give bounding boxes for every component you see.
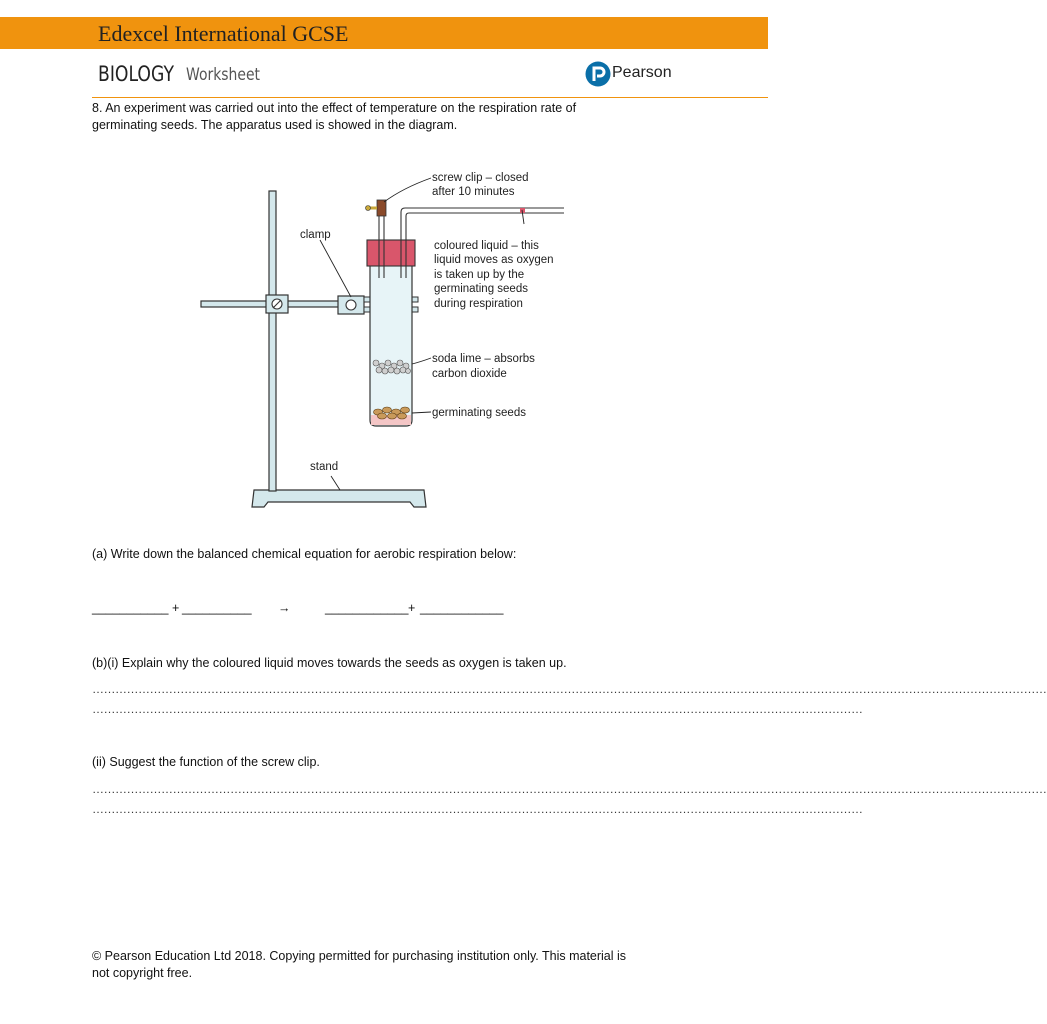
part-b-prompt: (b)(i) Explain why the coloured liquid moves towards the seeds as oxygen is taken up. <box>92 656 567 670</box>
question-intro-line-2: germinating seeds. The apparatus used is showed in the diagram. <box>92 118 458 132</box>
answer-line-b2[interactable]: ………………………………………………………………………………………………………………………………………………………………………………… <box>92 702 863 716</box>
label-liquid-4: germinating seeds <box>434 283 528 295</box>
equation-blank-3[interactable]: ____________ <box>325 601 409 615</box>
question-intro <box>92 100 732 134</box>
label-clamp: clamp <box>300 229 331 241</box>
header-divider <box>92 97 768 98</box>
answer-line-ii1[interactable]: …………………………………………………………………………………………………………………………………………………………………………………………………………………………… <box>92 782 1047 796</box>
germinating-seeds <box>374 407 410 419</box>
equation-blank-1[interactable]: ___________ <box>92 601 169 615</box>
question-intro-line-1: 8. An experiment was carried out into the effect of temperature on the respiration rate of <box>92 101 577 115</box>
pearson-logo-icon <box>585 60 611 88</box>
label-screw-clip-2: after 10 minutes <box>432 186 515 198</box>
boiling-tube <box>370 264 412 426</box>
part-ii-prompt: (ii) Suggest the function of the screw clip. <box>92 755 320 769</box>
equation-blank-2[interactable]: __________ <box>182 601 252 615</box>
subject-heading <box>98 62 261 86</box>
header-title: Edexcel International GCSE <box>98 21 349 46</box>
answer-line-ii2[interactable]: ………………………………………………………………………………………………………………………………………………………………………………… <box>92 802 863 816</box>
stand-rod <box>269 191 276 491</box>
label-liquid-2: liquid moves as oxygen <box>434 254 554 266</box>
label-liquid-5: during respiration <box>434 298 523 310</box>
subject-label: BIOLOGY <box>98 62 174 86</box>
footer-copyright <box>92 948 732 982</box>
worksheet-label: Worksheet <box>186 65 261 85</box>
label-seeds: germinating seeds <box>432 407 526 419</box>
equation-blank-4[interactable]: ____________ <box>420 601 504 615</box>
answer-line-b1[interactable]: …………………………………………………………………………………………………………………………………………………………………………………………………………………………… <box>92 682 1047 696</box>
header-bar <box>0 17 768 49</box>
part-a-prompt: (a) Write down the balanced chemical equation for aerobic respiration below: <box>92 547 517 561</box>
publisher-name: Pearson <box>612 64 672 81</box>
label-screw-clip-1: screw clip – closed <box>432 172 529 184</box>
equation-plus-2: + <box>408 601 416 615</box>
equation-plus-1: + <box>172 601 180 615</box>
apparatus-diagram <box>198 168 568 513</box>
label-liquid-3: is taken up by the <box>434 269 525 281</box>
arrow-icon: → <box>278 601 291 615</box>
label-soda-lime-1: soda lime – absorbs <box>432 353 535 365</box>
label-liquid-1: coloured liquid – this <box>434 240 539 252</box>
rubber-stopper <box>367 240 415 266</box>
label-soda-lime-2: carbon dioxide <box>432 368 507 380</box>
label-stand: stand <box>310 461 339 473</box>
footer-line-2: not copyright free. <box>92 966 193 980</box>
footer-line-1: © Pearson Education Ltd 2018. Copying permitted for purchasing institution only. This material is <box>92 949 627 963</box>
